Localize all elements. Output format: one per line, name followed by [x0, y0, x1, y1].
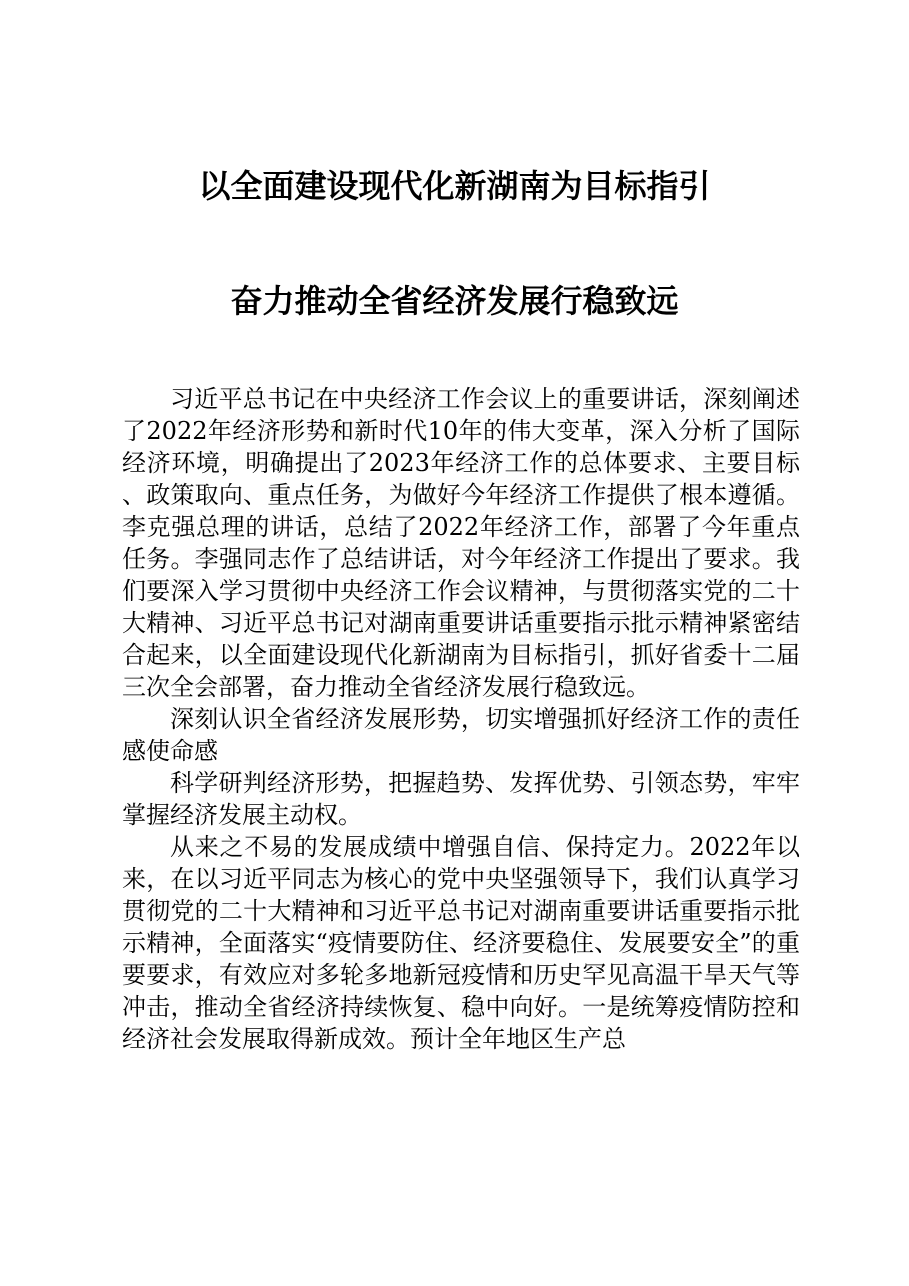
paragraph-achievements: 从来之不易的发展成绩中增强自信、保持定力。2022年以来，在以习近平同志为核心的党中央坚强领导下，我们认真学习贯彻党的二十大精神和习近平总书记对湖南重要讲话重要指示批示精神，全面落实“疫情要防住、经济要稳住、发展要安全”的重要要求，有效应对多轮多地新冠疫情和历史罕见高温干旱天气等冲击，推动全省经济持续恢复、稳中向好。一是统筹疫情防控和经济社会发展取得新成效。预计全年地区生产总	[122, 833, 800, 1053]
paragraph-intro: 习近平总书记在中央经济工作会议上的重要讲话，深刻阐述了2022年经济形势和新时代10年的伟大变革，深入分析了国际经济环境，明确提出了2023年经济工作的总体要求、主要目标、政策取向、重点任务，为做好今年经济工作提供了根本遵循。李克强总理的讲话，总结了2022年经济工作，部署了今年重点任务。李强同志作了总结讲话，对今年经济工作提出了要求。我们要深入学习贯彻中央经济工作会议精神，与贯彻落实党的二十大精神、习近平总书记对湖南重要讲话重要指示批示精神紧密结合起来，以全面建设现代化新湖南为目标指引，抓好省委十二届三次全会部署，奋力推动全省经济发展行稳致远。	[122, 385, 800, 701]
title-line-2: 奋力推动全省经济发展行稳致远	[230, 282, 679, 320]
paragraph-section-heading: 深刻认识全省经济发展形势，切实增强抓好经济工作的责任感使命感	[122, 705, 800, 765]
title-line-1: 以全面建设现代化新湖南为目标指引	[198, 167, 711, 205]
document-body	[122, 383, 800, 1055]
paragraph-subheading: 科学研判经济形势，把握趋势、发挥优势、引领态势，牢牢掌握经济发展主动权。	[122, 769, 800, 829]
